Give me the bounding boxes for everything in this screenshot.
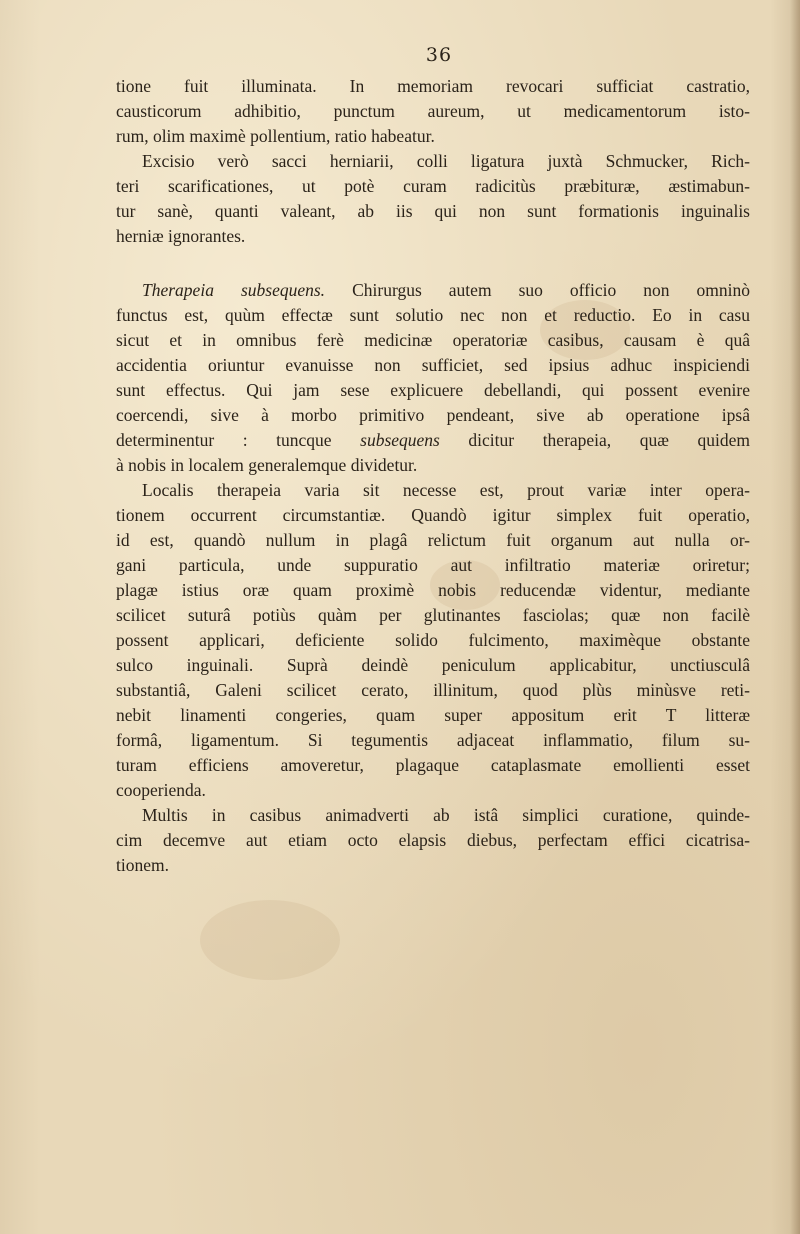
text-line: cim decemve aut etiam octo elapsis diebus, perfectam effici cicatrisa- [116,830,750,850]
body-text [116,74,750,878]
section-gap [116,249,750,278]
text-line: scilicet suturâ potiùs quàm per glutinantes fasciolas; quæ non facilè [116,605,750,625]
text-line: Localis therapeia varia sit necesse est, prout variæ inter opera- [142,480,750,500]
text-line: tionem occurrent circumstantiæ. Quandò igitur simplex fuit operatio, [116,505,750,525]
text-line: possent applicari, deficiente solido fulcimento, maximèque obstante [116,630,750,650]
text-line: tur sanè, quanti valeant, ab iis qui non sunt formationis inguinalis [116,201,750,221]
section-first-line [116,278,750,303]
text-line: teri scarificationes, ut potè curam radicitùs præbituræ, æstimabun- [116,176,750,196]
page-edge-shadow [790,0,800,1234]
text-line: sulco inguinali. Suprà deindè peniculum applicabitur, unctiusculâ [116,655,750,675]
text-span: Chirurgus autem suo officio non omninò [325,280,751,300]
text-line: plagæ istius oræ quam proximè nobis reducendæ videntur, mediante [116,580,750,600]
text-line: sicut et in omnibus ferè medicinæ operatoriæ casibus, causam è quâ [116,330,750,350]
text-line: substantiâ, Galeni scilicet cerato, illinitum, quod plùs minùsve reti- [116,680,750,700]
section-title: Therapeia subsequens. [142,280,326,300]
text-line-mixed [116,428,750,453]
text-span: dicitur therapeia, quæ quidem [439,430,750,450]
text-span: determinentur : tuncque [116,430,361,450]
text-line: Excisio verò sacci herniarii, colli ligatura juxtà Schmucker, Rich- [142,151,750,171]
text-line: formâ, ligamentum. Si tegumentis adjaceat inflammatio, filum su- [116,730,750,750]
italic-term: subsequens [360,430,440,450]
text-line: nebit linamenti congeries, quam super appositum erit T litteræ [116,705,750,725]
text-line: turam efficiens amoveretur, plagaque cataplasmate emollienti esset [116,755,750,775]
text-line: id est, quandò nullum in plagâ relictum fuit organum aut nulla or- [116,530,750,550]
text-line: sunt effectus. Qui jam sese explicuere debellandi, qui possent evenire [116,380,750,400]
text-line: cooperienda. [116,780,206,800]
text-line: causticorum adhibitio, punctum aureum, ut medicamentorum isto- [116,101,750,121]
text-line: gani particula, unde suppuratio aut infiltratio materiæ oriretur; [116,555,750,575]
text-line: tionem. [116,855,169,875]
text-line: functus est, quùm effectæ sunt solutio nec non et reductio. Eo in casu [116,305,750,325]
paper-stain [200,900,340,980]
page-number: 36 [425,44,453,66]
text-line: Multis in casibus animadverti ab istâ simplici curatione, quinde- [142,805,750,825]
text-line: rum, olim maximè pollentium, ratio habeatur. [116,126,435,146]
text-line: à nobis in localem generalemque dividetur. [116,455,418,475]
text-line: accidentia oriuntur evanuisse non sufficiet, sed ipsius adhuc inspiciendi [116,355,750,375]
text-line: coercendi, sive à morbo primitivo pendeant, sive ab operatione ipsâ [116,405,750,425]
text-line: tione fuit illuminata. In memoriam revocari sufficiat castratio, [116,76,750,96]
text-line: herniæ ignorantes. [116,226,246,246]
